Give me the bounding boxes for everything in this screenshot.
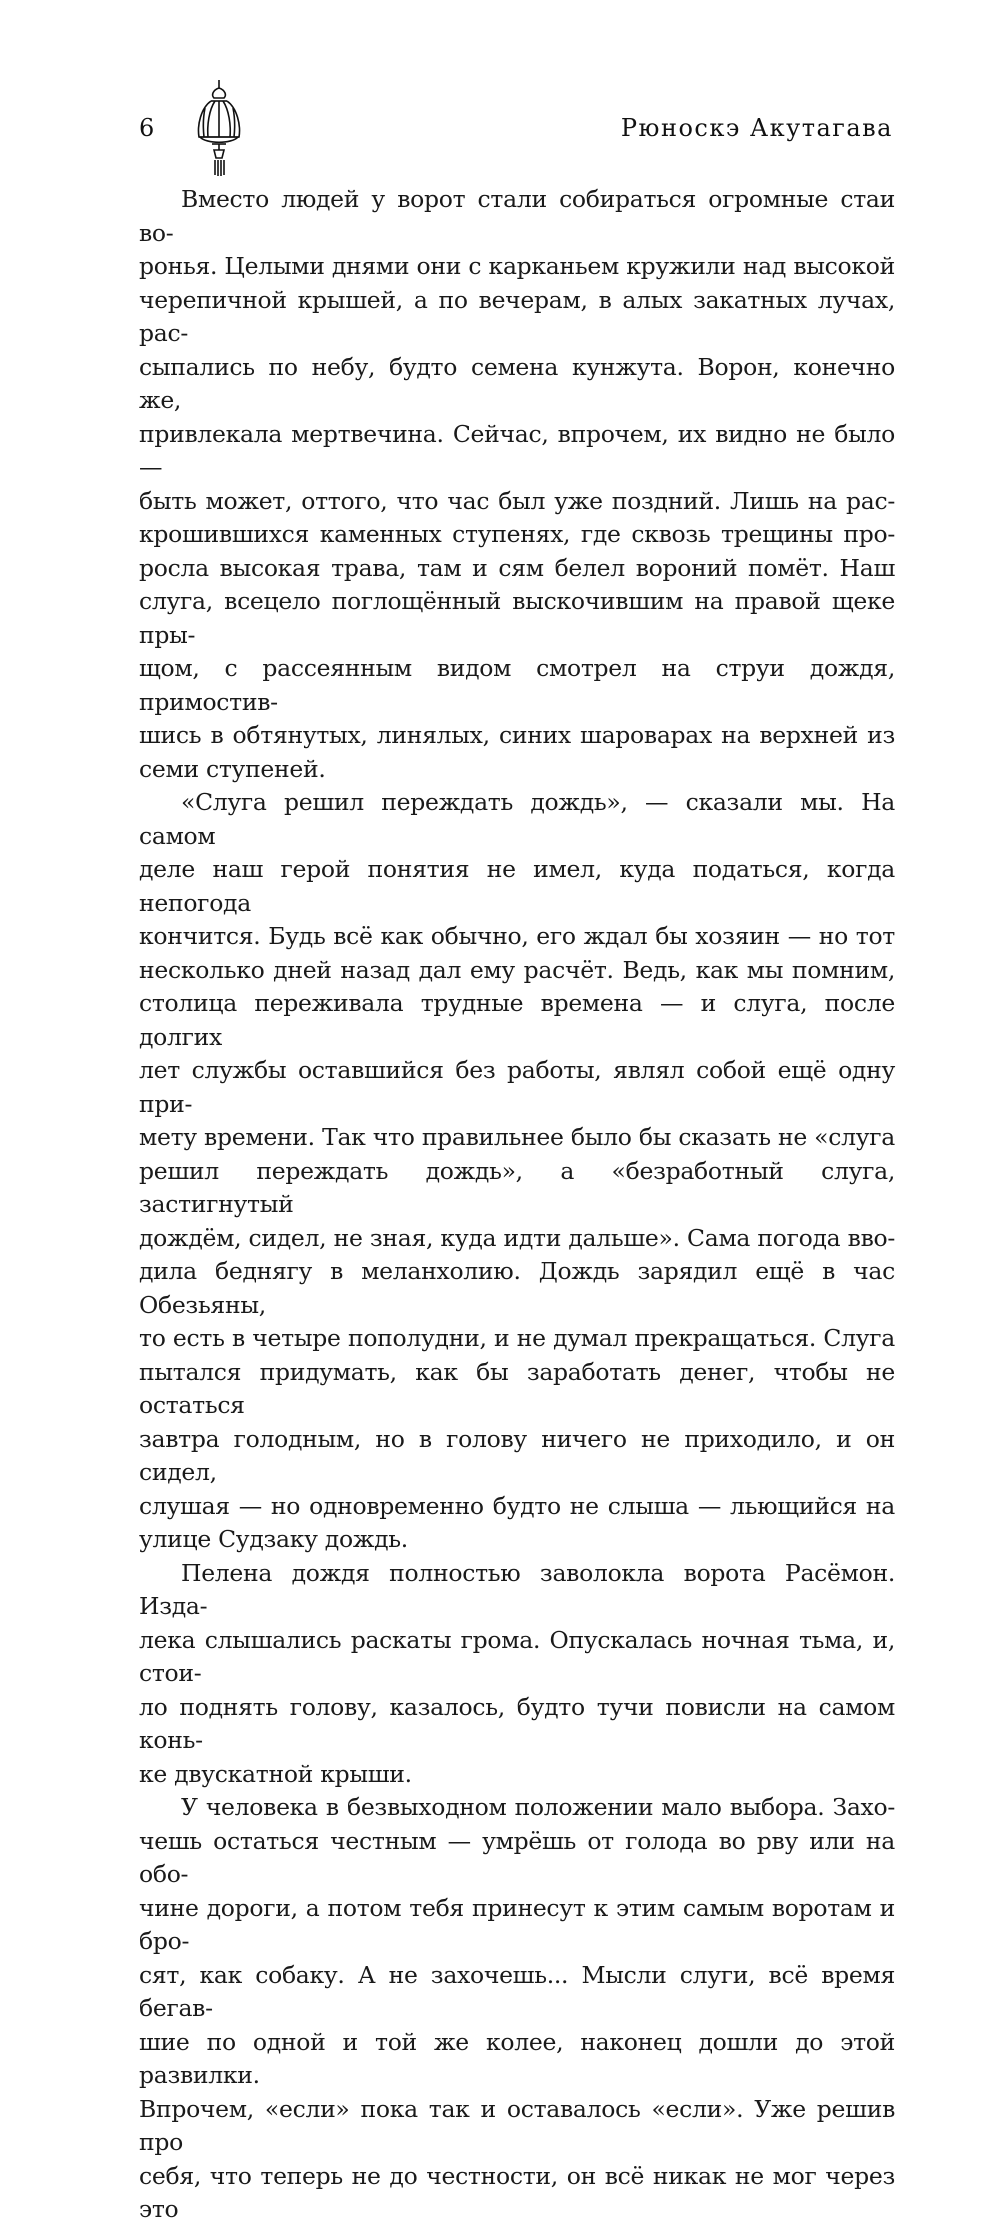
text-line: ке двускатной крыши. [139,1759,412,1788]
text-line: несколько дней назад дал ему расчёт. Ведь, как мы помним, [139,955,895,984]
text-line: лека слышались раскаты грома. Опускалась ночная тьма, и, стои- [139,1625,895,1687]
text-line: себя, что теперь не до честности, он всё никак не мог через это [139,2161,895,2223]
text-line: шись в обтянутых, линялых, синих шароварах на верхней из [139,721,895,749]
text-line: слуга, всецело поглощённый выскочившим на правой щеке пры- [139,587,895,649]
text-line: столица переживала трудные времена — и слуга, после долгих [139,989,895,1051]
page-number: 6 [139,114,155,142]
text-line: шие по одной и той же колее, наконец дошли до этой развилки. [139,2027,895,2089]
text-line: то есть в четыре пополудни, и не думал прекращаться. Слуга [139,1324,895,1352]
text-line: решил переждать дождь», а «безработный слуга, застигнутый [139,1156,895,1218]
text-line: пытался придумать, как бы заработать денег, чтобы не остаться [139,1357,895,1419]
text-line: дождём, сидел, не зная, куда идти дальше». Сама погода вво- [139,1223,895,1252]
running-head-author: Рюноскэ Акутагава [620,114,893,142]
text-line: крошившихся каменных ступенях, где сквозь трещины про- [139,520,895,548]
text-line: У человека в безвыходном положении мало выбора. Захо- [181,1793,895,1821]
paragraph-4 [139,1791,895,2227]
text-line: мету времени. Так что правильнее было бы сказать не «слуга [139,1123,895,1151]
text-line: деле наш герой понятия не имел, куда податься, когда непогода [139,855,895,917]
text-line: улице Судзаку дождь. [139,1525,408,1553]
text-line: ло поднять голову, казалось, будто тучи повисли на самом конь- [139,1692,895,1754]
text-line: Вместо людей у ворот стали собираться огромные стаи во- [139,185,895,247]
text-line: «Слуга решил переждать дождь», — сказали мы. На самом [139,788,895,850]
text-line: семи ступеней. [139,754,326,783]
text-line: сыпались по небу, будто семена кунжута. Ворон, конечно же, [139,352,895,414]
paragraph-2 [139,786,895,1557]
text-line: росла высокая трава, там и сям белел вороний помёт. Наш [139,553,895,582]
lantern-icon [194,80,244,178]
text-line: завтра голодным, но в голову ничего не приходило, и он сидел, [139,1424,895,1486]
text-line: чине дороги, а потом тебя принесут к этим самым воротам и бро- [139,1893,895,1955]
text-line: черепичной крышей, а по вечерам, в алых закатных лучах, рас- [139,285,895,347]
text-line: привлекала мертвечина. Сейчас, впрочем, их видно не было — [139,419,895,481]
text-line: кончится. Будь всё как обычно, его ждал бы хозяин — но тот [139,922,895,950]
text-line: дила беднягу в меланхолию. Дождь зарядил ещё в час Обезьяны, [139,1257,895,1319]
body-text [139,183,895,2227]
text-line: слушая — но одновременно будто не слыша — льющийся на [139,1491,895,1520]
paragraph-1 [139,183,895,786]
text-line: ронья. Целыми днями они с карканьем кружили над высокой [139,252,895,280]
text-line: щом, с рассеянным видом смотрел на струи дождя, примостив- [139,654,895,716]
text-line: быть может, оттого, что час был уже поздний. Лишь на рас- [139,486,895,515]
paragraph-3 [139,1557,895,1792]
text-line: лет службы оставшийся без работы, являл собой ещё одну при- [139,1056,895,1118]
text-line: Пелена дождя полностью заволокла ворота Расёмон. Изда- [139,1558,895,1620]
text-line: сят, как собаку. А не захочешь... Мысли слуги, всё время бегав- [139,1960,895,2022]
text-line: Впрочем, «если» пока так и оставалось «если». Уже решив про [139,2094,895,2156]
page-header [0,0,1000,190]
text-line: чешь остаться честным — умрёшь от голода во рву или на обо- [139,1826,895,1888]
